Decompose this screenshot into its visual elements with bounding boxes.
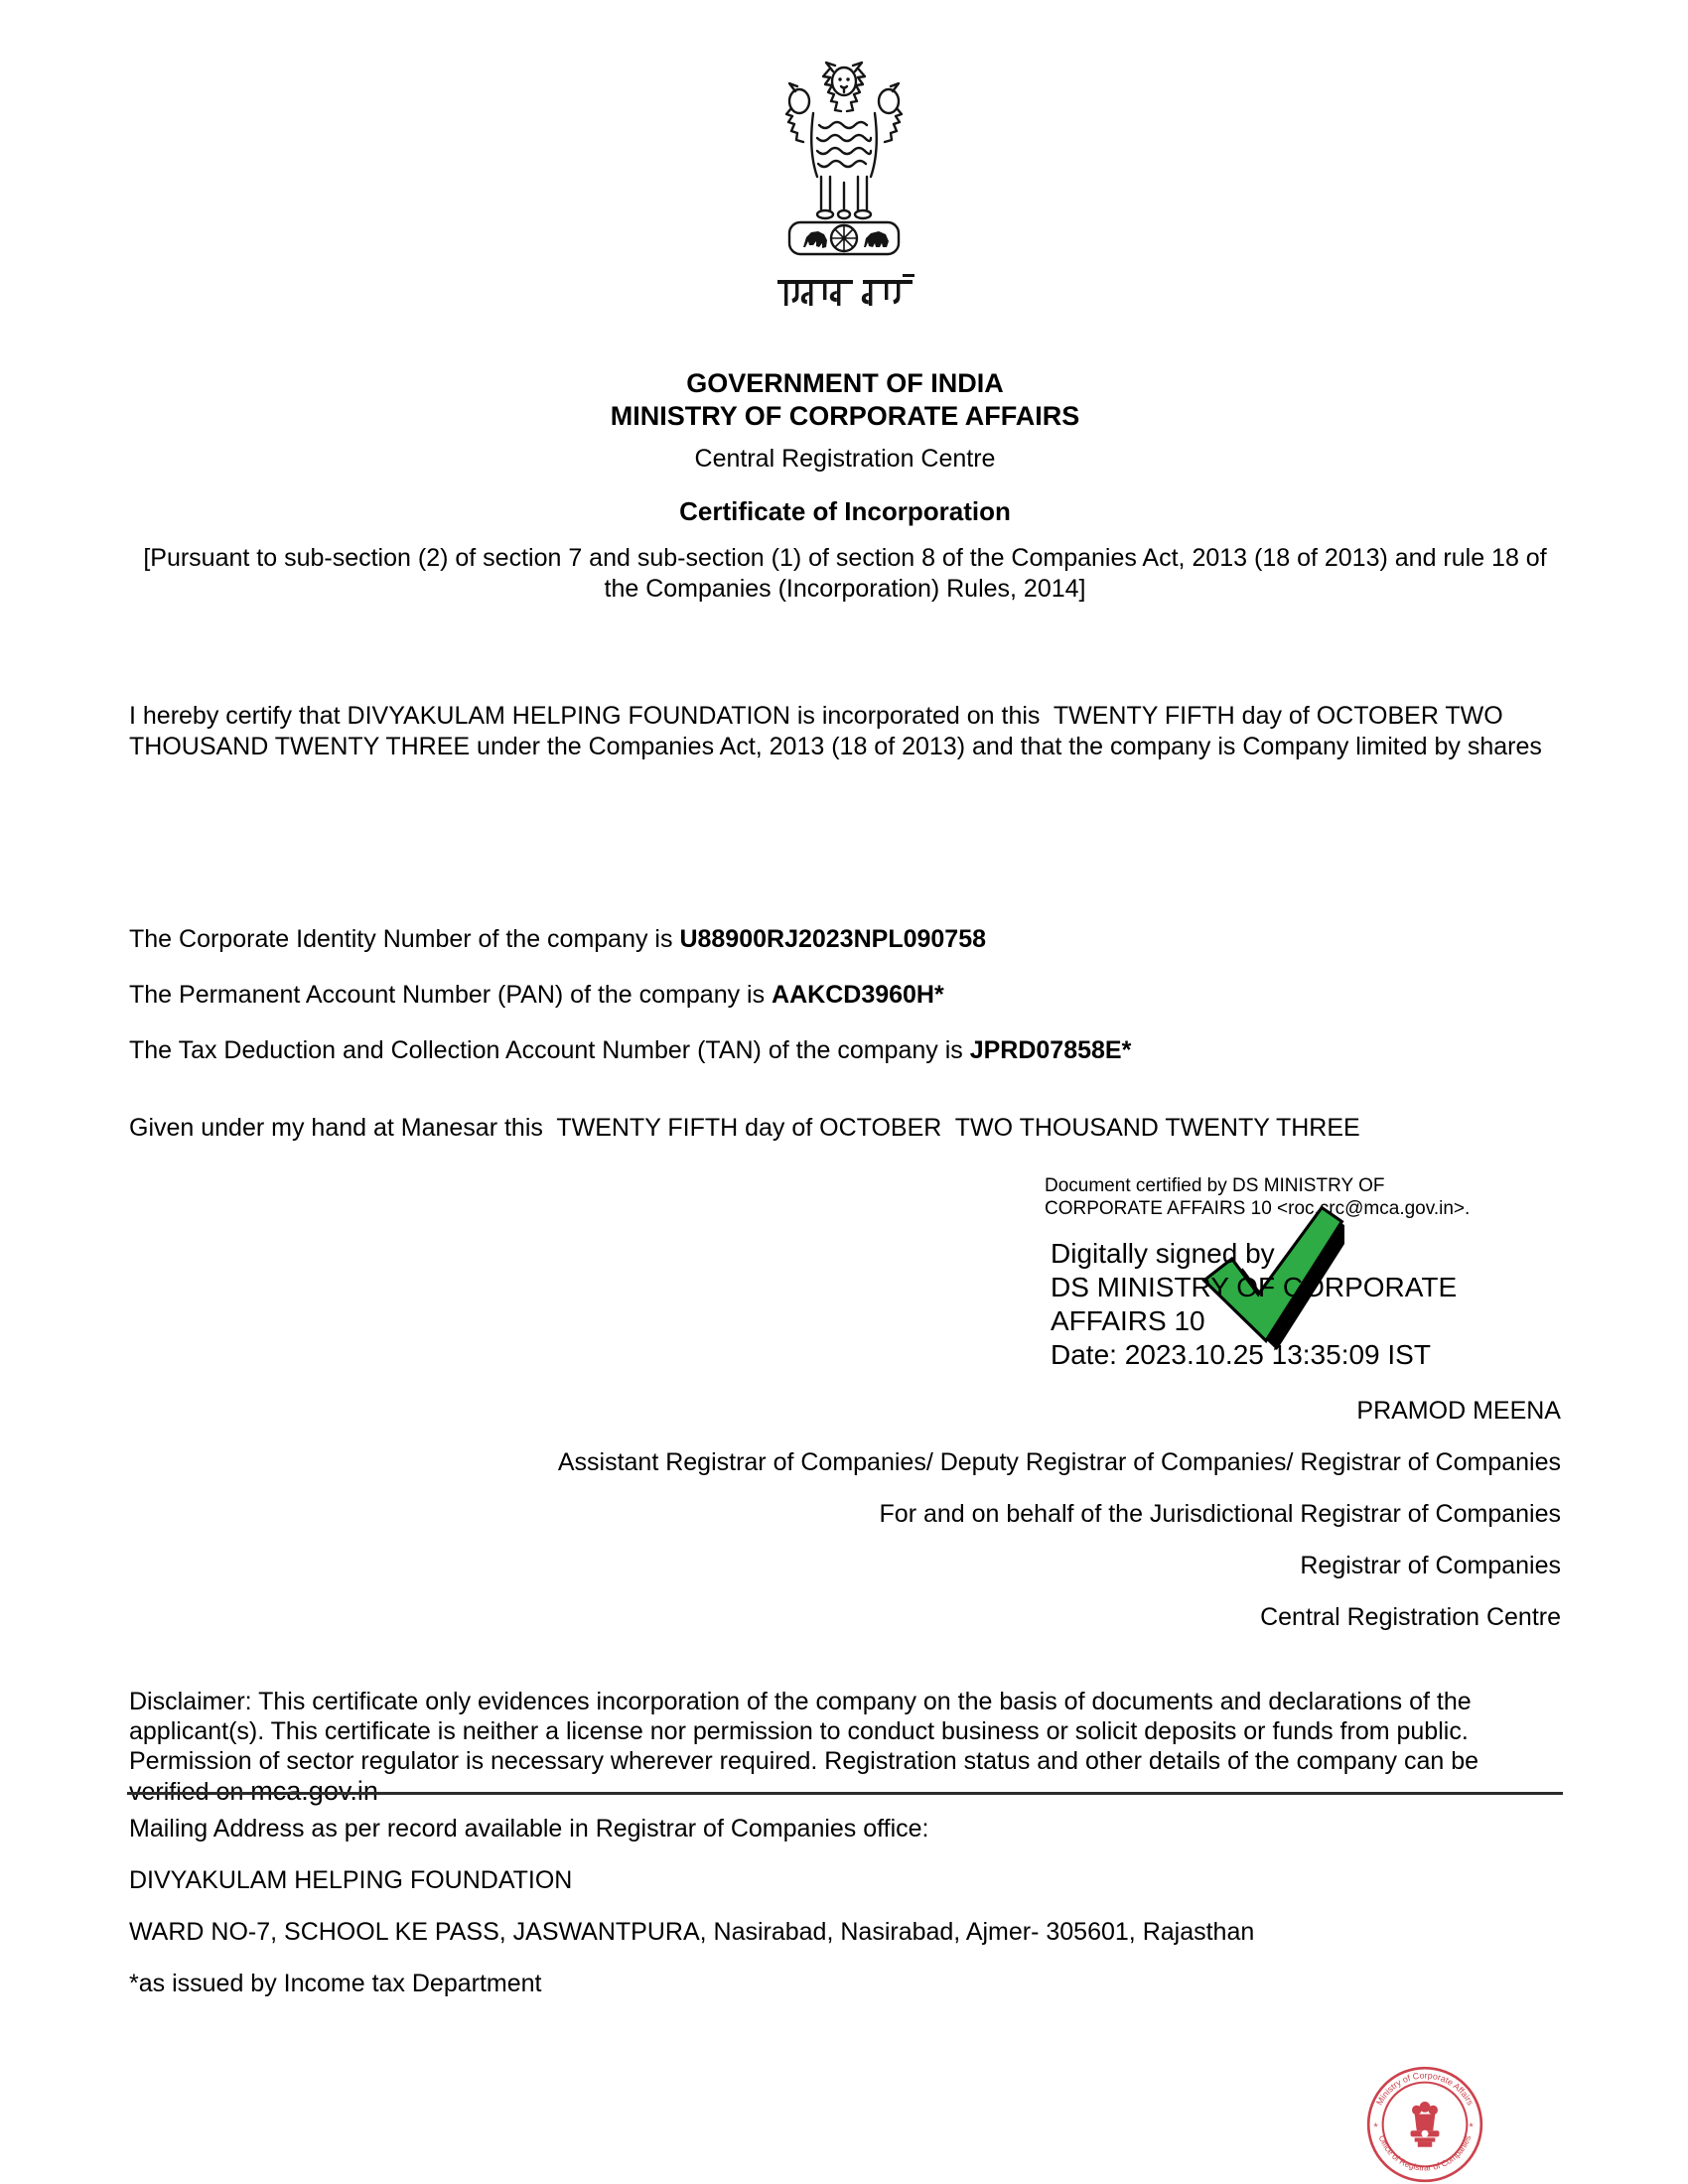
- mca-gov-in-link: mca.gov.in: [250, 1776, 378, 1806]
- stamp-star-right: *: [1469, 2121, 1474, 2134]
- tan-label: The Tax Deduction and Collection Account Number (TAN) of the company is: [129, 1036, 970, 1064]
- officer-title: Assistant Registrar of Companies/ Deputy Registrar of Companies/ Registrar of Companies: [557, 1448, 1561, 1476]
- pan-value: AAKCD3960H*: [772, 981, 944, 1009]
- state-emblem-of-india: [752, 46, 936, 321]
- emblem-graphic: [752, 46, 936, 316]
- cin-value: U88900RJ2023NPL090758: [679, 925, 987, 953]
- disclaimer-text: Disclaimer: This certificate only evidences incorporation of the company on the basis of documents and declarations of the applicant(s). This certificate is neither a license nor permission to conduct business or solicit deposits or funds from public. Permission of sector regulator is necessary wherever required. Registration status and other details of the company can be verified on: [129, 1688, 1479, 1806]
- stamp-pillar-emblem: [1411, 2102, 1440, 2147]
- separator-rule: [127, 1792, 1563, 1795]
- tan-line: [129, 1035, 1549, 1066]
- stamp-text-bottom: Office of Registrar of Companies: [1376, 2133, 1474, 2173]
- mailing-address-line: WARD NO-7, SCHOOL KE PASS, JASWANTPURA, Nasirabad, Nasirabad, Ajmer- 305601, Rajasthan: [129, 1918, 1255, 1946]
- signature-date-line: Date: 2023.10.25 13:35:09 IST: [1051, 1339, 1431, 1370]
- certification-paragraph: I hereby certify that DIVYAKULAM HELPING FOUNDATION is incorporated on this TWENTY FIFTH day of OCTOBER TWO THOUSAND TWENTY THREE under the Companies Act, 2013 (18 of 2013) and that the company is Company limited by shares: [129, 702, 1542, 760]
- cin-label: The Corporate Identity Number of the company is: [129, 925, 680, 953]
- ministry-of-corporate-affairs: MINISTRY OF CORPORATE AFFAIRS: [610, 401, 1080, 431]
- pan-line: [129, 980, 1549, 1011]
- mailing-company-name: DIVYAKULAM HELPING FOUNDATION: [129, 1866, 573, 1894]
- disclaimer-paragraph: [129, 1687, 1561, 1807]
- emblem-motto-art: [777, 274, 914, 306]
- given-under-hand-line: Given under my hand at Manesar this TWENTY FIFTH day of OCTOBER TWO THOUSAND TWENTY THREE: [129, 1114, 1360, 1142]
- mailing-address-heading: Mailing Address as per record available in Registrar of Companies office:: [129, 1815, 929, 1843]
- officer-title: Central Registration Centre: [1260, 1603, 1561, 1631]
- government-heading: [129, 367, 1561, 433]
- tan-value: JPRD07858E*: [969, 1036, 1132, 1064]
- digital-signature-text: [1051, 1237, 1567, 1372]
- pursuant-clause: [Pursuant to sub-section (2) of section 7 and sub-section (1) of section 8 of the Companies Act, 2013 (18 of 2013) and rule 18 of the Companies (Incorporation) Rules, 2014]: [143, 544, 1547, 603]
- officer-title: For and on behalf of the Jurisdictional Registrar of Companies: [879, 1500, 1561, 1528]
- officer-title: Registrar of Companies: [1300, 1552, 1561, 1579]
- cin-line: [129, 924, 1549, 955]
- pan-footnote: *as issued by Income tax Department: [129, 1970, 542, 1997]
- government-of-india: GOVERNMENT OF INDIA: [686, 368, 1004, 398]
- signature-line: AFFAIRS 10: [1051, 1305, 1205, 1336]
- officer-name: PRAMOD MEENA: [1356, 1397, 1561, 1425]
- stamp-text-top: Ministry of Corporate Affairs: [1374, 2070, 1477, 2108]
- pan-label: The Permanent Account Number (PAN) of the company is: [129, 981, 773, 1009]
- central-registration-centre: Central Registration Centre: [694, 445, 996, 473]
- officer-block: [129, 1385, 1561, 1643]
- certificate-title: Certificate of Incorporation: [679, 496, 1011, 526]
- signature-line: Digitally signed by: [1051, 1238, 1275, 1269]
- registrar-stamp: [1363, 2063, 1486, 2184]
- signature-line: DS MINISTRY OF CORPORATE: [1051, 1272, 1458, 1302]
- signature-certified-note: Document certified by DS MINISTRY OF CORPORATE AFFAIRS 10 <roc.crc@mca.gov.in>.: [1045, 1175, 1471, 1219]
- stamp-star-left: *: [1373, 2121, 1378, 2134]
